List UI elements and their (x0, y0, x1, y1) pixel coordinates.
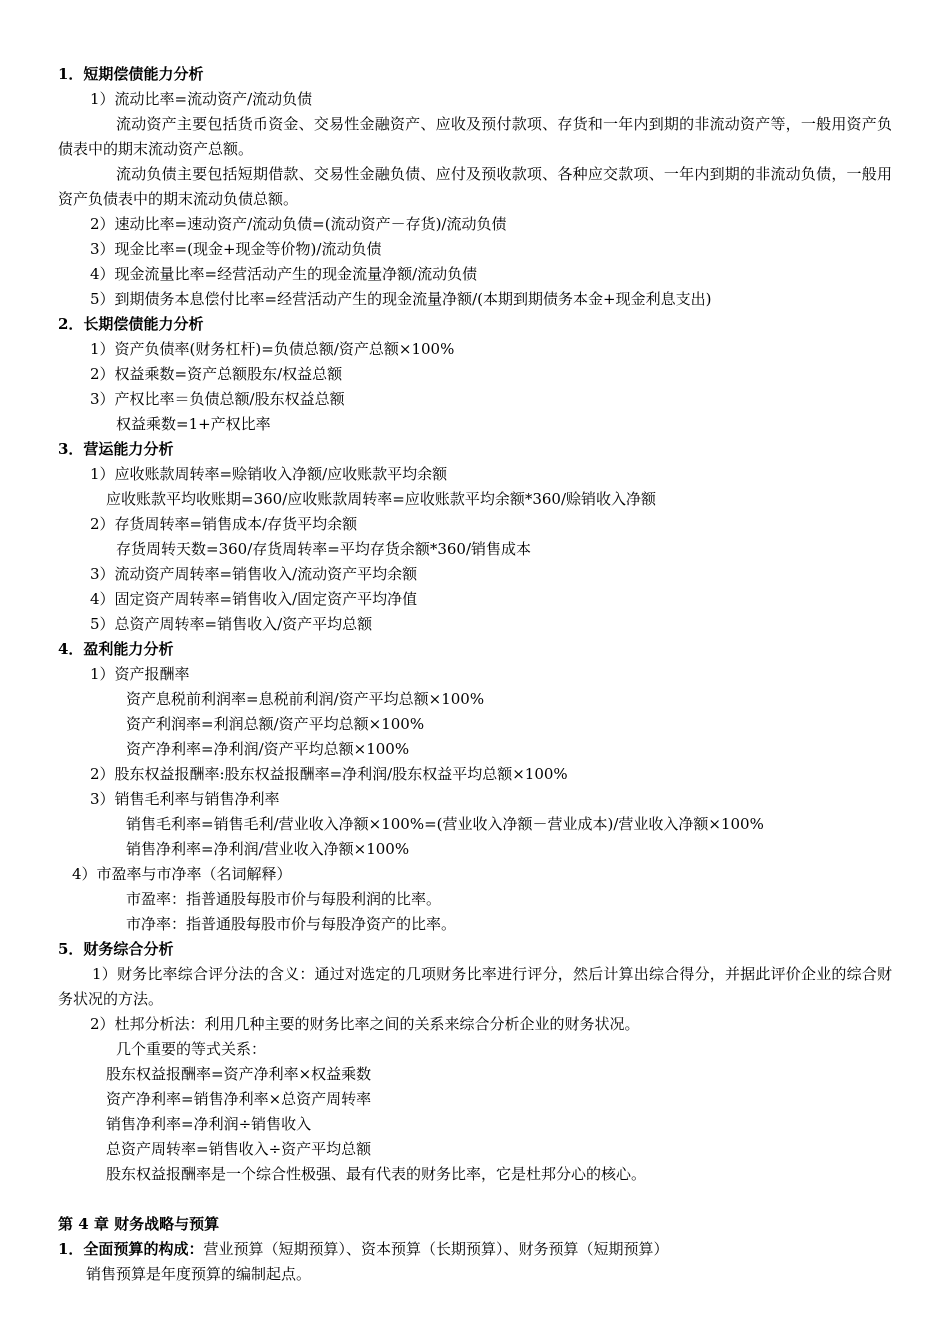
text-line: 4）现金流量比率=经营活动产生的现金流量净额/流动负债 (90, 265, 478, 283)
text-line: 市净率：指普通股每股市价与每股净资产的比率。 (126, 915, 457, 933)
text-line: 销售毛利率=销售毛利/营业收入净额×100%=(营业收入净额－营业成本)/营业收入净额×100% (126, 815, 764, 833)
text-line: 1）财务比率综合评分法的含义：通过对选定的几项财务比率进行评分，然后计算出综合得分，并据此评价企业的综合财务状况的方法。 (58, 965, 892, 1008)
text-line: 3）产权比率＝负债总额/股东权益总额 (90, 390, 345, 408)
text-line: 资产利润率=利润总额/资产平均总额×100% (126, 715, 425, 733)
text-line: 5）到期债务本息偿付比率=经营活动产生的现金流量净额/(本期到期债务本金+现金利息支出) (90, 290, 712, 308)
text-line: 2）权益乘数=资产总额股东/权益总额 (90, 365, 343, 383)
text-line: 资产息税前利润率=息税前利润/资产平均总额×100% (126, 690, 485, 708)
text-line: 市盈率：指普通股每股市价与每股利润的比率。 (126, 890, 442, 908)
text-line: 销售净利率=净利润÷销售收入 (106, 1115, 312, 1133)
text-line: 几个重要的等式关系： (116, 1040, 267, 1058)
text-line: 3）流动资产周转率=销售收入/流动资产平均余额 (90, 565, 418, 583)
section-heading: 3．营运能力分析 (58, 440, 174, 458)
text-line: 销售净利率=净利润/营业收入净额×100% (126, 840, 410, 858)
section-heading: 4．盈利能力分析 (58, 640, 174, 658)
text-line: 1）流动比率=流动资产/流动负债 (90, 90, 313, 108)
text-line: 流动负债主要包括短期借款、交易性金融负债、应付及预收款项、各种应交款项、一年内到期的非流动负债，一般用资产负债表中的期末流动负债总额。 (58, 165, 892, 208)
blank-line (58, 1187, 892, 1212)
document-body (58, 62, 892, 1287)
text-line: 应收账款平均收账期=360/应收账款周转率=应收账款平均余额*360/赊销收入净额 (106, 490, 657, 508)
section-heading: 2．长期偿债能力分析 (58, 315, 204, 333)
text-line: 3）现金比率=(现金+现金等价物)/流动负债 (90, 240, 382, 258)
text-line: 2）存货周转率=销售成本/存货平均余额 (90, 515, 358, 533)
text-line: 资产净利率=净利润/资产平均总额×100% (126, 740, 410, 758)
heading-line (58, 1237, 892, 1262)
text-line: 流动资产主要包括货币资金、交易性金融资产、应收及预付款项、存货和一年内到期的非流动资产等，一般用资产负债表中的期末流动资产总额。 (58, 115, 892, 158)
text-line: 1）应收账款周转率=赊销收入净额/应收账款平均余额 (90, 465, 448, 483)
text-line: 存货周转天数=360/存货周转率=平均存货余额*360/销售成本 (116, 540, 532, 558)
text-line: 总资产周转率=销售收入÷资产平均总额 (106, 1140, 372, 1158)
section-heading: 第 4 章 财务战略与预算 (58, 1215, 220, 1233)
section-heading: 5．财务综合分析 (58, 940, 174, 958)
text-line: 2）杜邦分析法：利用几种主要的财务比率之间的关系来综合分析企业的财务状况。 (90, 1015, 640, 1033)
text-line: 股东权益报酬率是一个综合性极强、最有代表的财务比率，它是杜邦分心的核心。 (106, 1165, 647, 1183)
text-line: 销售预算是年度预算的编制起点。 (86, 1265, 312, 1283)
heading-label: 1．全面预算的构成： (58, 1240, 204, 1258)
text-line: 1）资产负债率(财务杠杆)=负债总额/资产总额×100% (90, 340, 455, 358)
text-line: 1）资产报酬率 (90, 665, 190, 683)
text-line: 4）市盈率与市净率（名词解释） (72, 865, 292, 883)
text-line: 2）速动比率=速动资产/流动负债=(流动资产－存货)/流动负债 (90, 215, 507, 233)
text-line: 5）总资产周转率=销售收入/资产平均总额 (90, 615, 373, 633)
heading-detail: 营业预算（短期预算）、资本预算（长期预算）、财务预算（短期预算） (203, 1240, 669, 1258)
text-line: 4）固定资产周转率=销售收入/固定资产平均净值 (90, 590, 418, 608)
text-line: 资产净利率=销售净利率×总资产周转率 (106, 1090, 372, 1108)
section-heading: 1．短期偿债能力分析 (58, 65, 204, 83)
text-line: 3）销售毛利率与销售净利率 (90, 790, 280, 808)
text-line: 股东权益报酬率=资产净利率×权益乘数 (106, 1065, 372, 1083)
text-line: 2）股东权益报酬率:股东权益报酬率=净利润/股东权益平均总额×100% (90, 765, 568, 783)
text-line: 权益乘数=1+产权比率 (116, 415, 271, 433)
